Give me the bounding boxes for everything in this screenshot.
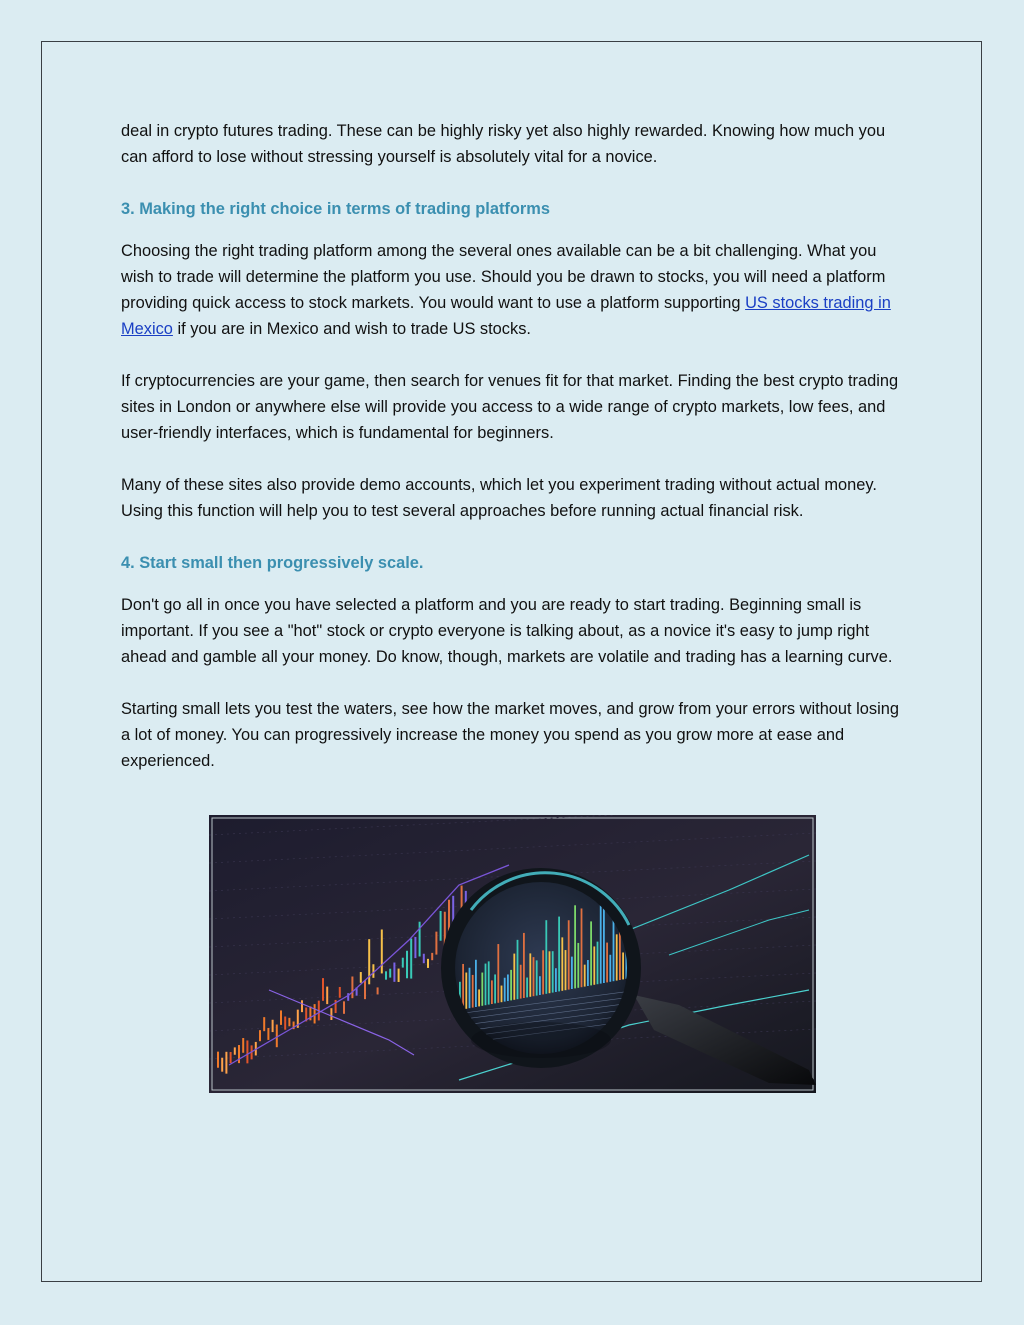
candle-mark [533, 957, 535, 996]
section-4-paragraph-1: Don't go all in once you have selected a platform and you are ready to start trading. Beginning small is important. If you see a "hot" stock or crypto everyone is talking about, as a novice it's easy to jump right ahead and gamble all your money. Do know, though, markets are volatile and trading has a learning curve. [121, 596, 893, 666]
candle-mark [246, 1040, 248, 1063]
candle-mark [616, 934, 618, 980]
candle-mark [507, 974, 509, 1001]
candle-mark [504, 978, 506, 1002]
candle-mark [475, 960, 477, 1007]
candle-mark [406, 951, 408, 979]
candle-mark [217, 1052, 219, 1068]
candle-mark [414, 937, 416, 958]
section-3-paragraph-1 [121, 238, 906, 342]
candle-mark [435, 932, 437, 955]
candle-mark [593, 946, 595, 984]
candle-mark [427, 959, 429, 968]
section-4-heading: 4. Start small then progressively scale. [121, 554, 424, 572]
candle-mark [431, 953, 433, 960]
candle-mark [517, 940, 519, 999]
candle-mark [501, 986, 503, 1003]
candle-mark [372, 964, 374, 978]
candle-mark [263, 1017, 265, 1031]
candle-mark [259, 1030, 261, 1041]
candle-mark [284, 1016, 286, 1029]
candle-mark [513, 954, 515, 1000]
section-3-paragraph-2: If cryptocurrencies are your game, then search for venues fit for that market. Finding the best crypto trading sites in London or anywhere else will provide you access to a wide range of crypto markets, low fees, and user-friendly interfaces, which is fundamental for beginners. [121, 372, 899, 442]
document-body [121, 118, 906, 774]
candle-mark [242, 1038, 244, 1053]
candle-mark [565, 950, 567, 990]
candle-mark [568, 920, 570, 989]
magnifying-glass-chart-image [209, 815, 816, 1093]
candle-mark [597, 942, 599, 985]
candle-mark [571, 957, 573, 989]
candle-mark [485, 964, 487, 1006]
candle-mark [402, 958, 404, 968]
candle-mark [238, 1045, 240, 1063]
candle-mark [364, 980, 366, 999]
candle-mark [558, 917, 560, 992]
candle-mark [272, 1020, 274, 1032]
candle-mark [510, 970, 512, 1001]
candle-mark [536, 960, 538, 995]
candle-mark [230, 1052, 232, 1063]
us-stocks-mexico-link[interactable]: US stocks trading in Mexico [121, 294, 891, 338]
candle-mark [622, 952, 624, 979]
candle-mark [288, 1018, 290, 1026]
candle-mark [549, 951, 551, 993]
candle-mark [423, 954, 425, 963]
candle-mark [609, 955, 611, 982]
candle-mark [545, 920, 547, 994]
candle-mark [577, 943, 579, 988]
candle-mark [221, 1058, 223, 1072]
candle-mark [523, 933, 525, 998]
candle-mark [606, 943, 608, 983]
candle-mark [574, 905, 576, 988]
lens-shadow [471, 1022, 611, 1058]
candle-mark [581, 908, 583, 987]
paragraph-text: Choosing the right trading platform among the several ones available can be a bit challenging. What you wish to trade will determine the platform you use. Should you be drawn to stocks, you will need a platform providing quick access to stock markets. You would want to use a platform supporting [121, 242, 886, 312]
candle-mark [301, 1000, 303, 1012]
section-3-heading: 3. Making the right choice in terms of trading platforms [121, 200, 550, 218]
candle-mark [410, 939, 412, 979]
candle-mark [225, 1052, 227, 1074]
candle-mark [267, 1028, 269, 1040]
candle-mark [529, 953, 531, 996]
candle-mark [462, 964, 464, 1009]
candle-mark [280, 1010, 282, 1024]
candle-mark [472, 975, 474, 1008]
candle-mark [587, 960, 589, 986]
candle-mark [561, 937, 563, 990]
candle-mark [385, 971, 387, 979]
candle-mark [497, 944, 499, 1003]
candle-mark [469, 968, 471, 1008]
candle-mark [339, 987, 341, 998]
candle-mark [478, 989, 480, 1006]
candle-mark [398, 969, 400, 982]
candle-mark [314, 1004, 316, 1023]
candle-mark [234, 1047, 236, 1054]
candle-mark [555, 968, 557, 992]
candle-mark [351, 976, 353, 998]
section-4-paragraph-2: Starting small lets you test the waters, see how the market moves, and grow from your errors without losing a lot of money. You can progressively increase the money you spend as you grow more at ease and experienced. [121, 700, 899, 770]
candle-mark [584, 965, 586, 987]
candle-mark [520, 965, 522, 999]
candle-mark [393, 963, 395, 982]
candle-mark [381, 929, 383, 973]
candle-mark [326, 987, 328, 1005]
candle-mark [491, 980, 493, 1004]
candle-mark [343, 1001, 345, 1013]
candle-mark [526, 978, 528, 998]
paragraph-intro: deal in crypto futures trading. These can be highly risky yet also highly rewarded. Knowing how much you can afford to lose without stressing yourself is absolutely vital for a novice. [121, 122, 886, 166]
candle-mark [603, 898, 605, 983]
candle-mark [322, 978, 324, 1001]
candle-mark [330, 1008, 332, 1020]
candle-mark [539, 976, 541, 995]
candle-mark [590, 921, 592, 985]
candle-mark [389, 969, 391, 978]
candle-mark [494, 974, 496, 1003]
candle-mark [552, 951, 554, 992]
candle-mark [488, 961, 490, 1004]
paragraph-text: if you are in Mexico and wish to trade US stocks. [172, 320, 531, 338]
candle-mark [542, 950, 544, 994]
candle-mark [481, 973, 483, 1006]
candle-mark [440, 911, 442, 941]
candle-mark [360, 972, 362, 983]
candle-mark [465, 973, 467, 1009]
candle-mark [377, 987, 379, 994]
candle-mark [276, 1025, 278, 1048]
section-3-paragraph-3: Many of these sites also provide demo accounts, which let you experiment trading without actual money. Using this function will help you to test several approaches before running actual financial risk. [121, 476, 877, 520]
